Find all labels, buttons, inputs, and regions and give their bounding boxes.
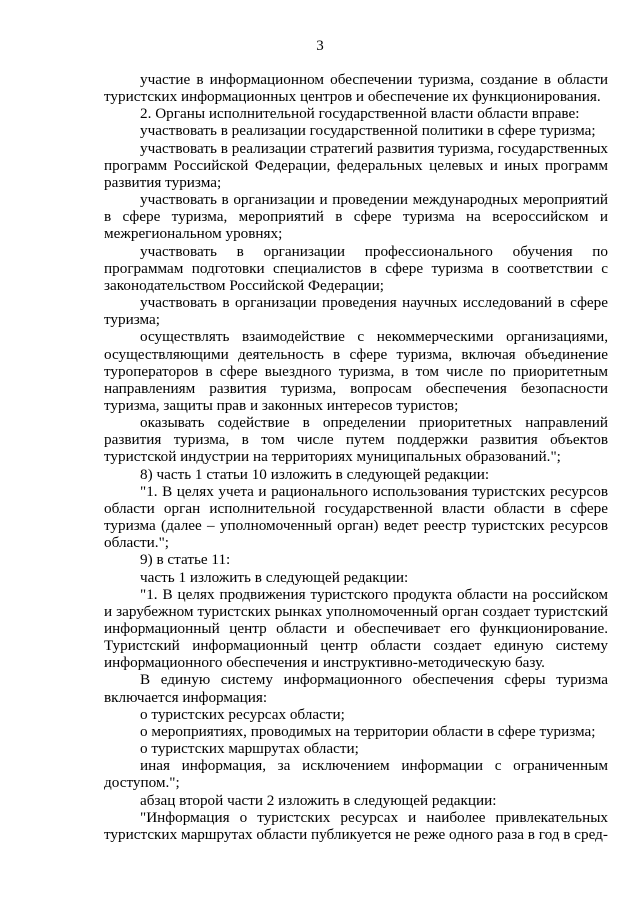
paragraph: "1. В целях учета и рационального использования туристских ресурсов области орган исполнительной государственной власти области в сфере туризма (далее – уполномоченный орган) ведет реестр туристских ресурсов области."; xyxy=(104,482,608,552)
document-body xyxy=(104,71,608,843)
paragraph: участвовать в реализации государственной политики в сфере туризма; xyxy=(140,122,596,140)
paragraph: участие в информационном обеспечении туризма, создание в области туристских информационных центров и обеспечение их функционирования. xyxy=(104,71,608,106)
paragraph: участвовать в реализации стратегий развития туризма, государственных программ Российской Федерации, федеральных целевых и иных программ развития туризма; xyxy=(104,139,608,191)
paragraph: 2. Органы исполнительной государственной власти области вправе: xyxy=(140,105,580,123)
paragraph: оказывать содействие в определении приоритетных направлений развития туризма, в том числе путем поддержки развития объектов туристской индустрии на территориях муниципальных образований."; xyxy=(104,414,608,466)
paragraph: 9) в статье 11: xyxy=(140,551,231,569)
paragraph: участвовать в организации и проведении международных мероприятий в сфере туризма, мероприятий в сфере туризма на всероссийском и межрегиональном уровнях; xyxy=(104,191,608,243)
paragraph: о мероприятиях, проводимых на территории области в сфере туризма; xyxy=(140,722,596,740)
paragraph: о туристских ресурсах области; xyxy=(140,705,345,723)
page-number: 3 xyxy=(316,38,324,54)
paragraph: абзац второй части 2 изложить в следующей редакции: xyxy=(140,791,497,809)
paragraph: часть 1 изложить в следующей редакции: xyxy=(140,568,409,586)
paragraph: участвовать в организации профессионального обучения по программам подготовки специалистов в сфере туризма в соответствии с законодательством Российской Федерации; xyxy=(104,242,608,294)
paragraph: иная информация, за исключением информации с ограниченным доступом."; xyxy=(104,757,608,792)
paragraph: В единую систему информационного обеспечения сферы туризма включается информация: xyxy=(104,671,608,706)
paragraph: осуществлять взаимодействие с некоммерческими организациями, осуществляющими деятельность в сфере туризма, включая объединение туроператоров в сфере выездного туризма, в том числе по приоритетным направлениям развития туризма, вопросам обеспечения безопасности туризма, защиты прав и законных интересов туристов; xyxy=(104,328,608,414)
paragraph: 8) часть 1 статьи 10 изложить в следующей редакции: xyxy=(140,465,490,483)
paragraph: о туристских маршрутах области; xyxy=(140,740,359,758)
paragraph: участвовать в организации проведения научных исследований в сфере туризма; xyxy=(104,294,608,329)
paragraph: "1. В целях продвижения туристского продукта области на российском и зарубежном туристских рынках уполномоченный орган создает туристский информационный центр области и обеспечивает его функционирование. Туристский информационный центр области создает единую систему информационного обеспечения и инструктивно-методическую базу. xyxy=(104,585,608,672)
paragraph: "Информация о туристских ресурсах и наиболее привлекательных туристских маршрутах области публикуется не реже одного раза в год в сред- xyxy=(104,808,608,843)
